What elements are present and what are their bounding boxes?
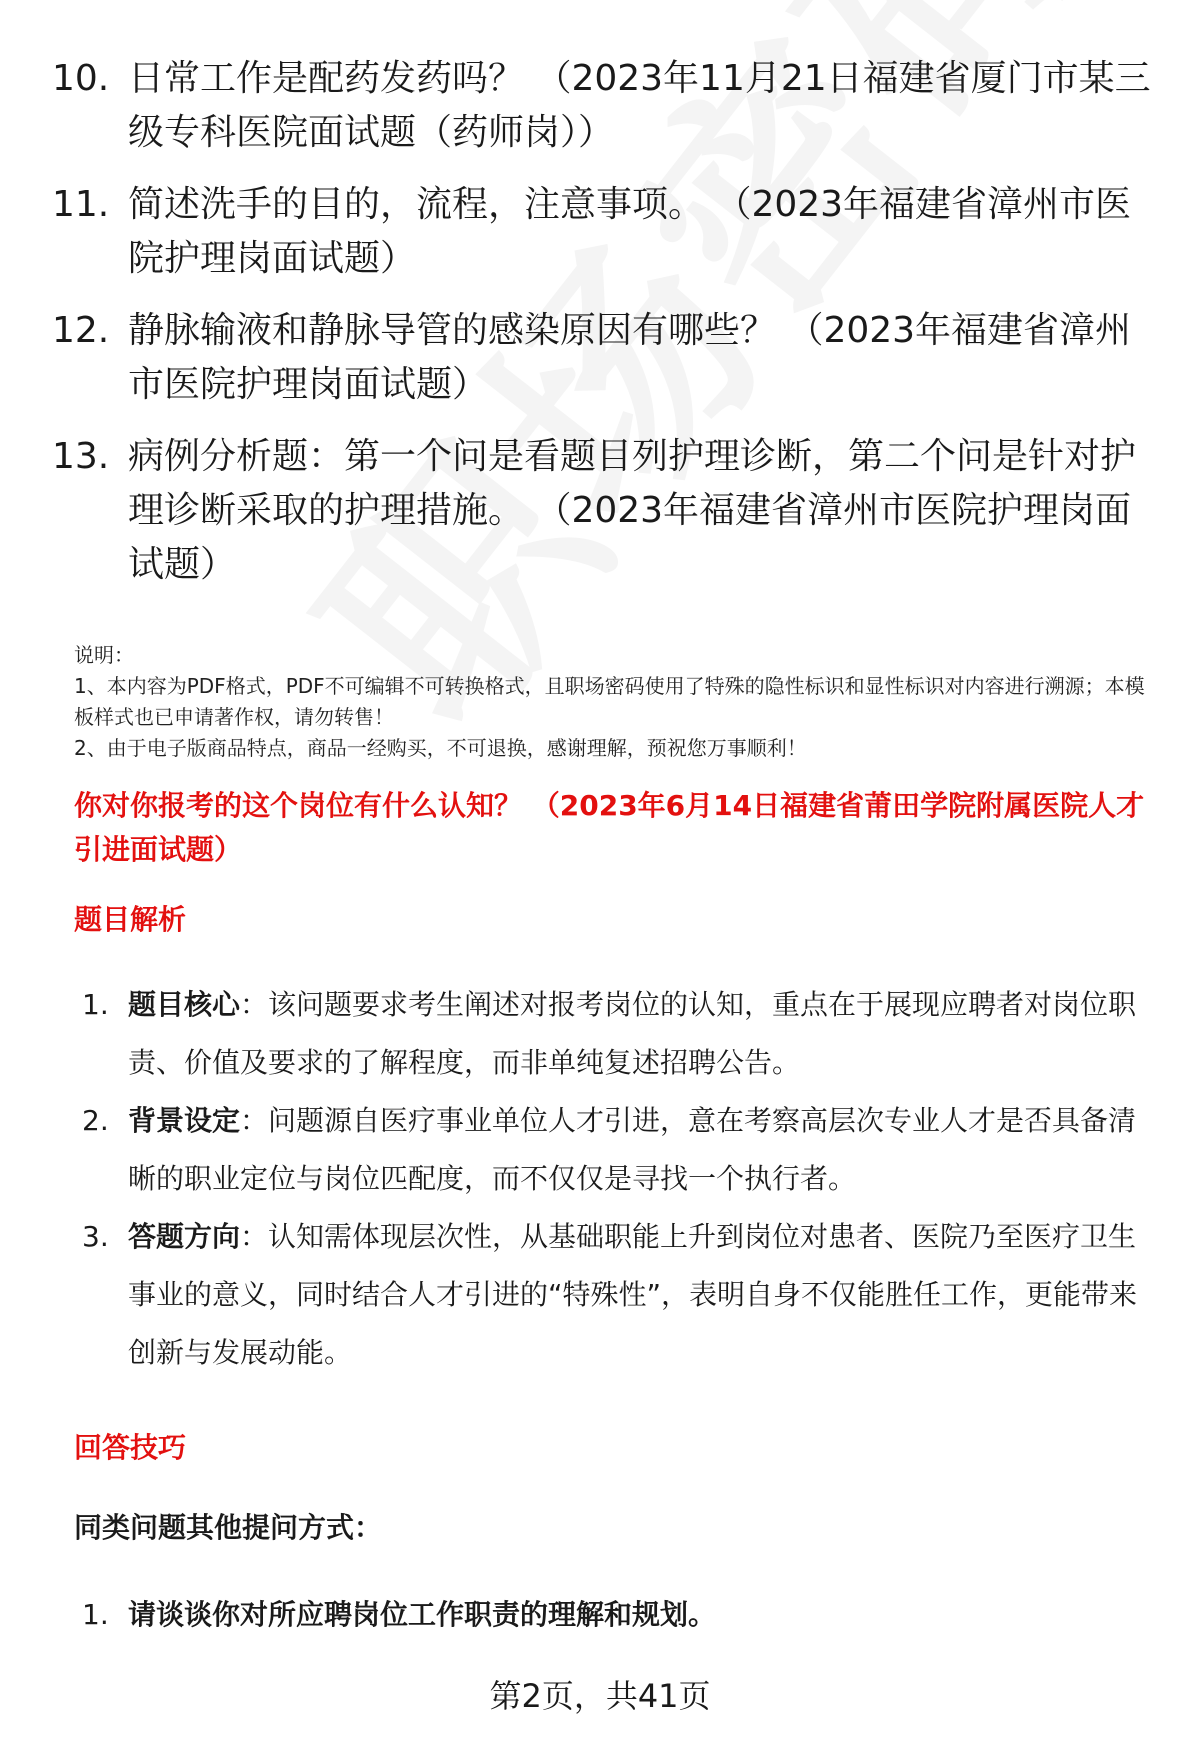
point-text — [128, 976, 1162, 1092]
page-footer: 第2页，共41页 — [489, 1677, 711, 1715]
point-text — [128, 1586, 1162, 1644]
note-line-2: 2、由于电子版商品特点，商品一经购买，不可退换，感谢理解，预祝您万事顺利！ — [74, 736, 807, 760]
tips-heading: 回答技巧 — [74, 1431, 187, 1464]
question-text: 简述洗手的目的，流程，注意事项。 （2023年福建省漳州市医院护理岗面试题） — [128, 184, 1132, 279]
point-number: 1. — [82, 988, 109, 1021]
question-number: 11. — [52, 184, 110, 225]
similar-questions-heading: 同类问题其他提问方式： — [74, 1511, 383, 1544]
point-label: 题目核心 — [128, 988, 241, 1021]
question-text: 病例分析题：第一个问是看题目列护理诊断，第二个问是针对护理诊断采取的护理措施。 （2023年福建省漳州市医院护理岗面试题） — [128, 436, 1137, 585]
note-line-1: 1、本内容为PDF格式，PDF不可编辑不可转换格式，且职场密码使用了特殊的隐性标识和显性标识对内容进行溯源；本模板样式也已申请著作权，请勿转售！ — [74, 674, 1145, 729]
point-number: 1. — [82, 1598, 109, 1631]
list-item — [52, 304, 1162, 412]
similar-question-text: 请谈谈你对所应聘岗位工作职责的理解和规划。 — [128, 1598, 717, 1631]
question-number: 12. — [52, 310, 110, 351]
list-item — [52, 52, 1162, 160]
list-item — [82, 1586, 1162, 1644]
analysis-heading: 题目解析 — [74, 903, 187, 936]
point-text — [128, 1092, 1162, 1208]
question-text: 静脉输液和静脉导管的感染原因有哪些？ （2023年福建省漳州市医院护理岗面试题） — [128, 310, 1132, 405]
list-item — [52, 178, 1162, 286]
point-body: ：该问题要求考生阐述对报考岗位的认知，重点在于展现应聘者对岗位职责、价值及要求的了解程度，而非单纯复述招聘公告。 — [128, 988, 1137, 1079]
point-number: 3. — [82, 1220, 109, 1253]
point-number: 2. — [82, 1104, 109, 1137]
point-text — [128, 1208, 1162, 1382]
question-number: 13. — [52, 436, 110, 477]
list-item — [82, 1092, 1162, 1208]
disclaimer-note — [74, 640, 1164, 764]
analysis-points — [82, 976, 1162, 1382]
point-label: 答题方向 — [128, 1220, 241, 1253]
main-question-title: 你对你报考的这个岗位有什么认知？ （2023年6月14日福建省莆田学院附属医院人才引进面试题） — [74, 789, 1145, 866]
point-label: 背景设定 — [128, 1104, 241, 1137]
point-body: ：认知需体现层次性，从基础职能上升到岗位对患者、医院乃至医疗卫生事业的意义，同时结合人才引进的“特殊性”，表明自身不仅能胜任工作，更能带来创新与发展动能。 — [128, 1220, 1138, 1369]
list-item — [52, 430, 1162, 592]
list-item — [82, 1208, 1162, 1382]
question-list — [52, 52, 1162, 610]
question-text: 日常工作是配药发药吗？ （2023年11月21日福建省厦门市某三级专科医院面试题（药师岗）） — [128, 58, 1151, 153]
list-item — [82, 976, 1162, 1092]
similar-questions-list — [82, 1586, 1162, 1644]
note-label: 说明： — [74, 643, 134, 667]
question-number: 10. — [52, 58, 110, 99]
point-body: ：问题源自医疗事业单位人才引进，意在考察高层次专业人才是否具备清晰的职业定位与岗位匹配度，而不仅仅是寻找一个执行者。 — [128, 1104, 1137, 1195]
